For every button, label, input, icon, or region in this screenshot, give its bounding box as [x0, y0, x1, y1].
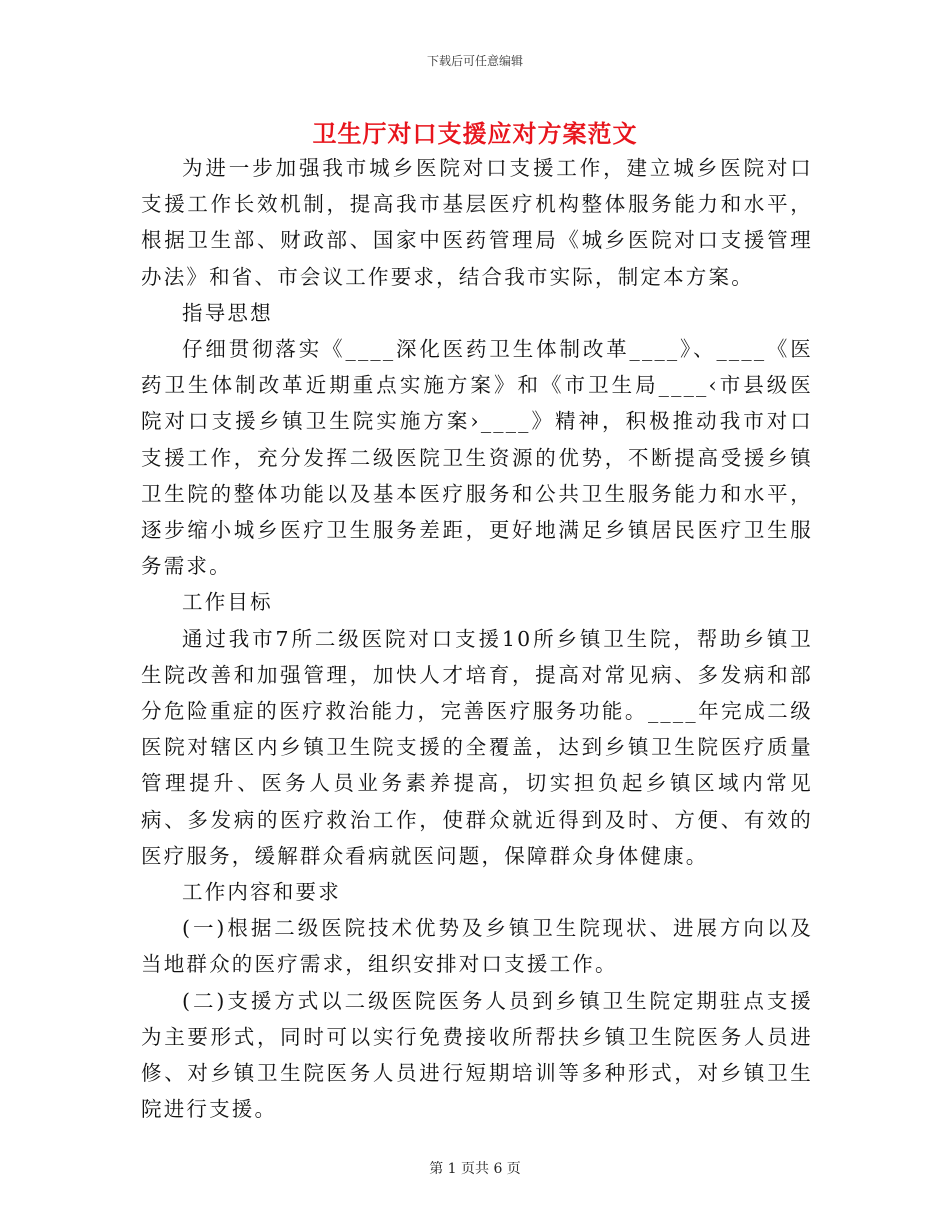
intro-paragraph: 为进一步加强我市城乡医院对口支援工作，建立城乡医院对口支援工作长效机制，提高我市基层医疗机构整体服务能力和水平，根据卫生部、财政部、国家中医药管理局《城乡医院对口支援管理办法》和省、市会议工作要求，结合我市实际，制定本方案。	[141, 156, 813, 289]
section-heading-work-content: 工作内容和要求	[182, 880, 341, 905]
page-number: 第 1 页共 6 页	[429, 1161, 521, 1177]
guiding-ideology-paragraph: 仔细贯彻落实《____深化医药卫生体制改革____》、____《医药卫生体制改革近期重点实施方案》和《市卫生局____‹市县级医院对口支援乡镇卫生院实施方案›____》精神，积极推动我市对口支援工作，充分发挥二级医院卫生资源的优势，不断提高受援乡镇卫生院的整体功能以及基本医疗服务和公共卫生服务能力和水平，逐步缩小城乡医疗卫生服务差距，更好地满足乡镇居民医疗卫生服务需求。	[141, 337, 813, 579]
section-heading-guiding-ideology: 指导思想	[182, 300, 273, 325]
page-header: 下载后可任意编辑	[426, 54, 523, 68]
document-title: 卫生厅对口支援应对方案范文	[312, 119, 638, 148]
work-content-item-1: (一)根据二级医院技术优势及乡镇卫生院现状、进展方向以及当地群众的医疗需求，组织安排对口支援工作。	[141, 916, 813, 977]
work-content-item-2: (二)支援方式以二级医院医务人员到乡镇卫生院定期驻点支援为主要形式，同时可以实行免费接收所帮扶乡镇卫生院医务人员进修、对乡镇卫生院医务人员进行短期培训等多种形式，对乡镇卫生院进行支援。	[141, 988, 813, 1122]
section-heading-work-goals: 工作目标	[182, 590, 273, 615]
document-body	[141, 150, 813, 1127]
work-goals-paragraph: 通过我市7所二级医院对口支援10所乡镇卫生院，帮助乡镇卫生院改善和加强管理，加快人才培育，提高对常见病、多发病和部分危险重症的医疗救治能力，完善医疗服务功能。____年完成二级医院对辖区内乡镇卫生院支援的全覆盖，达到乡镇卫生院医疗质量管理提升、医务人员业务素养提高，切实担负起乡镇区域内常见病、多发病的医疗救治工作，使群众就近得到及时、方便、有效的医疗服务，缓解群众看病就医问题，保障群众身体健康。	[141, 626, 813, 868]
